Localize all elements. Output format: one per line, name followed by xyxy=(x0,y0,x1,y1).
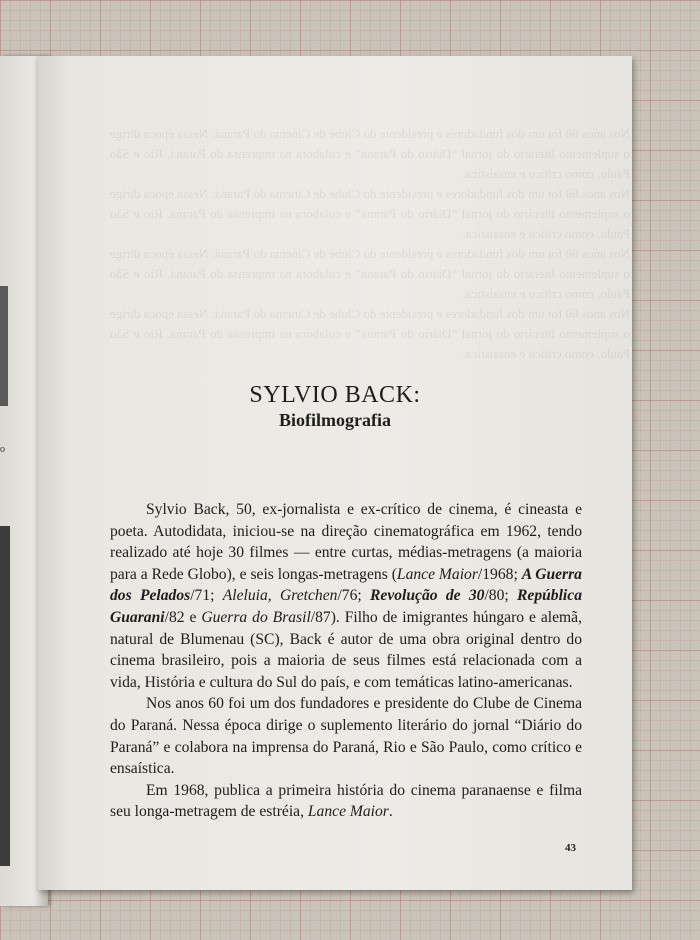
film-title: República Guarani xyxy=(110,587,582,626)
paragraph xyxy=(110,499,582,693)
film-year: /80; xyxy=(484,587,518,605)
film-year: /71; xyxy=(190,587,223,605)
film-year: /76; xyxy=(337,587,370,605)
biography-text xyxy=(110,499,582,823)
film-title: Guerra do Brasil xyxy=(201,608,311,626)
paragraph: Nos anos 60 foi um dos fundadores e presidente do Clube de Cinema do Paraná. Nessa época dirige o suplemento literário do jornal “Diário do Paraná” e colabora na imprensa do Paraná, Rio e São Paulo, como crítico e ensaística. xyxy=(110,695,582,778)
film-title: Aleluia, Gretchen xyxy=(222,587,338,605)
film-year: /87 xyxy=(310,608,331,626)
paragraph-text: ). Filho de imigrantes húngaro e alemã, natural de Blumenau (SC), Back é autor de uma obra original dentro do cinema brasileiro, pois a maioria de seus filmes está relacionada com a vida, História e cultura do Sul do país, e com temáticas latino-americanas. xyxy=(110,608,582,691)
paragraph-text: . xyxy=(388,803,393,821)
paragraph xyxy=(110,780,582,823)
show-through-text: Nos anos 60 foi um dos fundadores e presidente do Clube de Cinema do Paraná. Nessa época dirige o suplemento literário do jornal “Diário do Paraná” e colabora na imprensa do Paraná, Rio e São Paulo, como crítico e ensaística. Nos anos 60 foi um dos fundadores e presidente do Clube de Cinema do Paraná. Nessa época dirige o suplemento literário do jornal “Diário do Paraná” e colabora na imprensa do Paraná, Rio e São Paulo, como crítico e ensaística. Nos anos 60 foi um dos fundadores e presidente do Clube de Cinema do Paraná. Nessa época dirige o suplemento literário do jornal “Diário do Paraná” e colabora na imprensa do Paraná, Rio e São Paulo, como crítico e ensaística. Nos anos 60 foi um dos fundadores e presidente do Clube de Cinema do Paraná. Nessa época dirige o suplemento literário do jornal “Diário do Paraná” e colabora na imprensa do Paraná, Rio e São Paulo, como crítico e ensaística. xyxy=(110,126,630,361)
film-title: A Guerra dos Pelados xyxy=(110,565,582,605)
paragraph-text: Sylvio Back, 50, ex-jornalista e ex-crítico de cinema, é cineasta e poeta. Autodidata, iniciou-se na direção cinematográfica em 1962, tendo realizado até hoje 30 filmes — entre curtas, médias-metragens (a maioria para a Rede Globo), e seis longas-metragens ( xyxy=(110,501,582,583)
facing-page-photo xyxy=(0,526,10,866)
page-number: 43 xyxy=(565,842,576,854)
page-title: SYLVIO BACK: xyxy=(249,382,421,408)
film-title: Lance Maior xyxy=(396,565,478,583)
film-title: Revolução de 30 xyxy=(370,587,485,605)
film-title: Lance Maior xyxy=(307,803,389,821)
facing-page-photo xyxy=(0,286,8,406)
paragraph-text: Em 1968, publica a primeira história do cinema paranaense e filma seu longa-metragem de estréia, xyxy=(110,781,582,821)
book-page xyxy=(38,56,632,890)
film-year: /82 e xyxy=(164,608,202,626)
facing-page-text-fragment: o xyxy=(0,444,5,455)
film-year: /1968; xyxy=(477,565,522,583)
page-subtitle: Biofilmografia xyxy=(279,410,391,430)
